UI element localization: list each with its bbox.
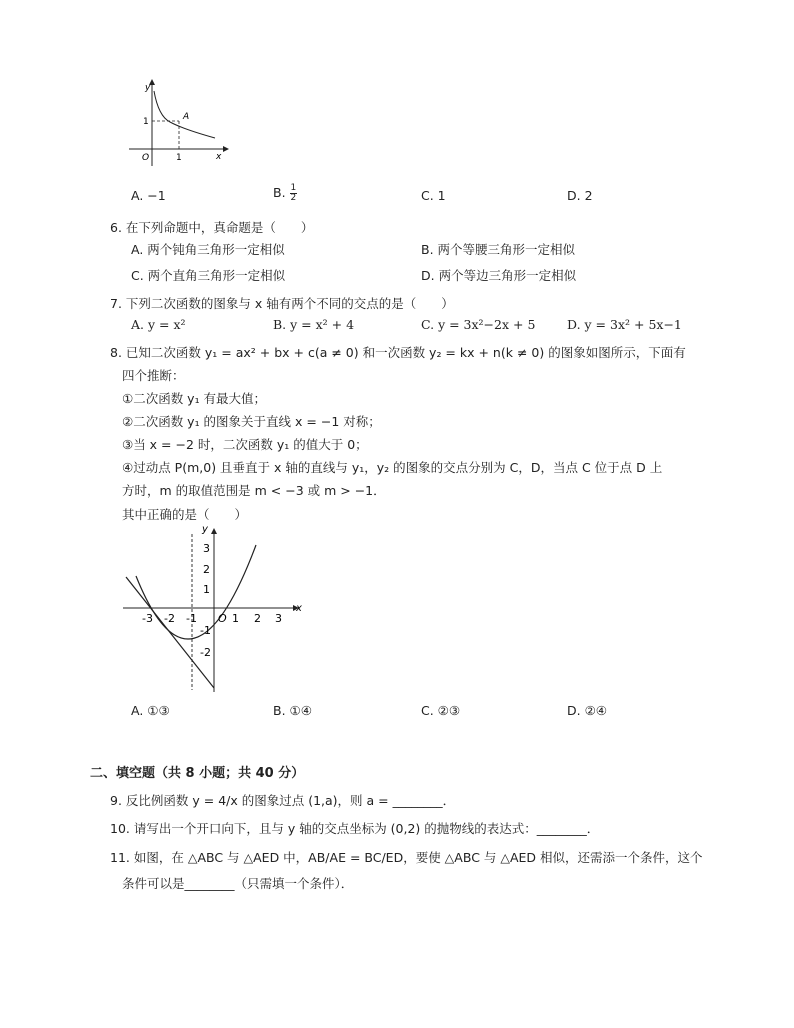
q8-ytick-1: 1 (203, 583, 210, 596)
q5-y-label: y (145, 83, 151, 93)
q8-statement-3: ③当 x = −2 时，二次函数 y₁ 的值大于 0； (122, 437, 368, 452)
q11-text-line1: 11. 如图，在 △ABC 与 △AED 中，AB/AE = BC/ED，要使 △ABC 与 △AED 相似，还需添一个条件，这个 (110, 850, 703, 865)
q8-x-label: x (296, 603, 302, 614)
q6-option-c: C. 两个直角三角形一定相似 (131, 268, 286, 283)
q8-option-d: D. ②④ (567, 703, 607, 718)
section-2-title: 二、填空题（共 8 小题；共 40 分） (90, 766, 305, 781)
q5-tick-x1: 1 (176, 153, 182, 163)
q5-x-label: x (216, 152, 222, 162)
q8-statement-4a: ④过动点 P(m,0) 且垂直于 x 轴的直线与 y₁，y₂ 的图象的交点分别为 C，D，当点 C 位于点 D 上 (122, 460, 663, 475)
q8-y-arrow (211, 528, 217, 534)
q8-statement-2: ②二次函数 y₁ 的图象关于直线 x = −1 对称； (122, 414, 381, 429)
q8-xtick-neg3: -3 (142, 612, 153, 625)
q8-option-c: C. ②③ (421, 703, 461, 718)
q11-text-line2: 条件可以是________（只需填一个条件）． (122, 876, 354, 891)
q8-stem-line2: 四个推断： (122, 368, 185, 383)
q6-option-d: D. 两个等边三角形一定相似 (421, 268, 577, 283)
q5-option-a: A. −1 (131, 188, 166, 203)
q8-function-graph (118, 520, 318, 695)
q8-xtick-neg2: -2 (164, 612, 175, 625)
q8-ytick-3: 3 (203, 542, 210, 555)
q9-text: 9. 反比例函数 y = 4/x 的图象过点 (1,a)，则 a = ________． (110, 793, 456, 808)
q8-y-label: y (202, 524, 208, 535)
q8-option-a: A. ①③ (131, 703, 170, 718)
q8-xtick-neg1: -1 (186, 612, 197, 625)
q7-stem: 7. 下列二次函数的图象与 x 轴有两个不同的交点的是（ ） (110, 296, 454, 311)
q5-origin-label: O (142, 153, 150, 163)
q5-point-A-label: A (183, 112, 190, 122)
q7-option-a: A. y = x² (131, 317, 186, 332)
q8-xtick-1: 1 (232, 612, 239, 625)
q6-stem: 6. 在下列命题中，真命题是（ ） (110, 220, 314, 235)
q8-ytick-neg2: -2 (200, 646, 211, 659)
q8-statement-4b: 方时，m 的取值范围是 m < −3 或 m > −1． (122, 483, 386, 498)
q5-tick-y1: 1 (143, 117, 149, 127)
q8-statement-1: ①二次函数 y₁ 有最大值； (122, 391, 267, 406)
q10-text: 10. 请写出一个开口向下，且与 y 轴的交点坐标为 (0,2) 的抛物线的表达式：________． (110, 821, 600, 836)
q8-origin-label: O (218, 612, 227, 625)
q5-option-b: B. 1 2 (273, 183, 297, 203)
q8-question-ask: 其中正确的是（ ） (122, 507, 248, 522)
q8-xtick-2: 2 (254, 612, 261, 625)
q8-option-b: B. ①④ (273, 703, 312, 718)
q5-option-c: C. 1 (421, 188, 446, 203)
q8-ytick-neg1: -1 (200, 624, 211, 637)
q7-option-c: C. y = 3x²−2x + 5 (421, 317, 536, 332)
q6-option-b: B. 两个等腰三角形一定相似 (421, 242, 576, 257)
q8-stem-line1: 8. 已知二次函数 y₁ = ax² + bx + c(a ≠ 0) 和一次函数 y₂ = kx + n(k ≠ 0) 的图象如图所示，下面有 (110, 345, 686, 360)
q8-ytick-2: 2 (203, 563, 210, 576)
q5-option-d: D. 2 (567, 188, 593, 203)
q7-option-d: D. y = 3x² + 5x−1 (567, 317, 682, 332)
q5-hyperbola-graph (125, 78, 235, 168)
q5-x-arrow (223, 146, 229, 152)
q7-option-b: B. y = x² + 4 (273, 317, 355, 332)
q8-xtick-3: 3 (275, 612, 282, 625)
q6-option-a: A. 两个钝角三角形一定相似 (131, 242, 285, 257)
